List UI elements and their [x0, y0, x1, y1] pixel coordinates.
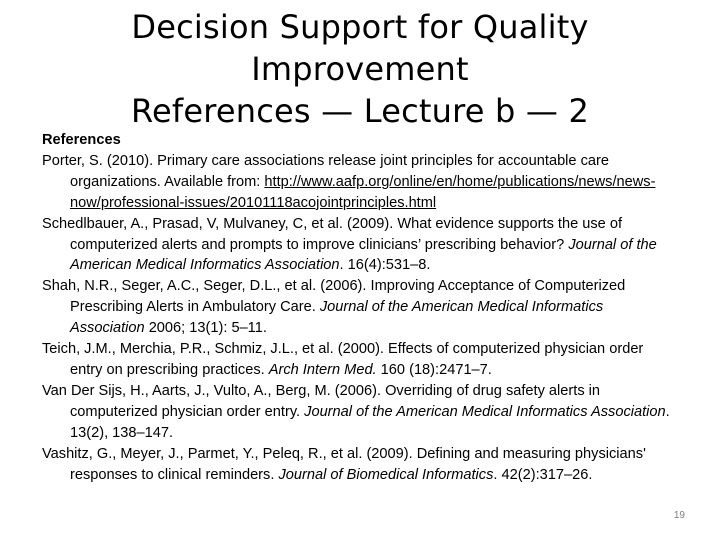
- reference-journal: Journal of the American Medical Informatics Association: [70, 236, 657, 274]
- reference-teich: [42, 339, 672, 381]
- reference-citation: . 13(2), 138–147.: [70, 403, 670, 441]
- references-list: [42, 130, 672, 485]
- reference-text: Schedlbauer, A., Prasad, V, Mulvaney, C, et al. (2009). What evidence supports the use of computerized alerts and prompts to improve clinicians’ prescribing behavior?: [42, 215, 623, 253]
- reference-text: Porter, S. (2010). Primary care associations release joint principles for accountable care organizations. Available from:: [42, 152, 609, 190]
- reference-text: Teich, J.M., Merchia, P.R., Schmiz, J.L., et al. (2000). Effects of computerized physician order entry on prescribing practices.: [42, 341, 644, 378]
- reference-journal: Arch Intern Med.: [268, 361, 377, 378]
- reference-text: Vashitz, G., Meyer, J., Parmet, Y., Peleq, R., et al. (2009). Defining and measuring physicians' responses to clinical reminders.: [42, 445, 646, 483]
- reference-text: Van Der Sijs, H., Aarts, J., Vulto, A., Berg, M. (2006). Overriding of drug safety alerts in computerized physician order entry.: [42, 382, 601, 420]
- reference-citation: 2006; 13(1): 5–11.: [144, 320, 267, 337]
- slide-title-line-2: Improvement: [251, 50, 469, 88]
- slide-title-line-3: References — Lecture b — 2: [130, 92, 590, 130]
- reference-citation: . 42(2):317–26.: [493, 466, 593, 483]
- reference-vashitz: [42, 444, 672, 486]
- reference-porter: [42, 151, 672, 214]
- slide-number: 19: [673, 510, 685, 521]
- references-heading: References: [42, 132, 121, 148]
- reference-schedlbauer: [42, 214, 672, 277]
- slide-title: [0, 6, 720, 132]
- reference-journal: Journal of the American Medical Informatics Association: [70, 299, 604, 337]
- reference-citation: 160 (18):2471–7.: [376, 361, 492, 378]
- reference-link[interactable]: http://www.aafp.org/online/en/home/publications/news/news-now/professional-issues/20101118acojointprinciples.html: [70, 173, 656, 211]
- reference-citation: . 16(4):531–8.: [339, 257, 431, 274]
- reference-shah: [42, 276, 672, 339]
- reference-van-der-sijs: [42, 381, 672, 444]
- reference-journal: Journal of Biomedical Informatics: [278, 466, 494, 483]
- reference-journal: Journal of the American Medical Informatics Association: [304, 403, 666, 420]
- reference-text: Shah, N.R., Seger, A.C., Seger, D.L., et al. (2006). Improving Acceptance of Computerized Prescribing Alerts in Ambulatory Care.: [42, 278, 626, 316]
- slide-title-line-1: Decision Support for Quality: [131, 8, 589, 46]
